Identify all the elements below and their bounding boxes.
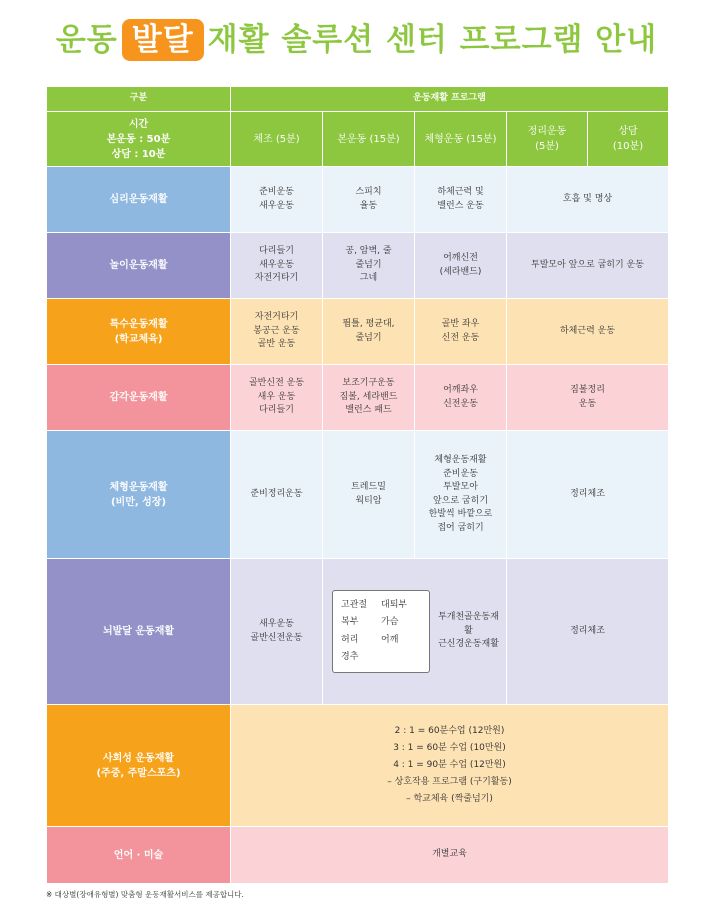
table-row: [47, 233, 669, 299]
col-header-warmup: 체조 (5분): [231, 112, 323, 167]
time-header: 시간 본운동 : 50분 상담 : 10분: [47, 112, 231, 167]
cell-cooldown-consult: 정리체조: [507, 559, 669, 705]
col-header-cooldown: 정리운동 (5분): [507, 112, 588, 167]
program-table: [46, 86, 669, 884]
col-header-posture: 체형운동 (15분): [415, 112, 507, 167]
cell-main: 스피치 율동: [323, 167, 415, 233]
row-title: 체형운동재활 (비만, 성장): [47, 431, 231, 559]
cell-warmup: 자전거타기 봉공근 운동 골반 운동: [231, 299, 323, 365]
cell-cooldown-consult: 정리체조: [507, 431, 669, 559]
title-part2: 재활 솔루션 센터 프로그램 안내: [207, 22, 658, 58]
body-parts-box: 고관절 대퇴부 복부 가슴 허리 어깨 경추: [332, 590, 430, 672]
cell-warmup: 새우운동 골반신전운동: [231, 559, 323, 705]
row-title: 뇌발달 운동재활: [47, 559, 231, 705]
title-highlight-badge: 발달: [122, 19, 204, 61]
cell-posture: 어깨좌우 신전운동: [415, 365, 507, 431]
cell-posture: 체형운동재활 준비운동 투발모아 앞으로 굽히기 한발씩 바깥으로 접어 굽히기: [415, 431, 507, 559]
title-part1: 운동: [55, 22, 118, 58]
cell-main: 보조기구운동 짐볼, 세라밴드 밸런스 패드: [323, 365, 415, 431]
table-row: [47, 705, 669, 827]
col-header-consult: 상담 (10분): [588, 112, 669, 167]
cell-posture: 하체근력 및 밸런스 운동: [415, 167, 507, 233]
cell-warmup: 준비운동 새우운동: [231, 167, 323, 233]
footnote: ※ 대상별(장애유형별) 맞춤형 운동재활서비스를 제공합니다.: [46, 890, 244, 899]
page-title: [0, 14, 713, 61]
cell-cooldown-consult: 호흡 및 명상: [507, 167, 669, 233]
cell-main-posture: [323, 559, 507, 705]
cell-main: 공, 암벽, 줄 줄넘기 그네: [323, 233, 415, 299]
row-title: 특수운동재활 (학교체육): [47, 299, 231, 365]
table-header-row: [47, 87, 669, 112]
cell-posture: 골반 좌우 신전 운동: [415, 299, 507, 365]
cell-individual: 개별교육: [231, 827, 669, 884]
cell-main: 뜀틀, 평균대, 줄넘기: [323, 299, 415, 365]
row-title: 심리운동재활: [47, 167, 231, 233]
cell-cooldown-consult: 하체근력 운동: [507, 299, 669, 365]
table-row: [47, 299, 669, 365]
header-category: 구분: [47, 87, 231, 112]
table-row: [47, 365, 669, 431]
header-program: 운동재활 프로그램: [231, 87, 669, 112]
table-row: [47, 559, 669, 705]
cell-group-classes: 2 : 1 = 60분수업 (12만원) 3 : 1 = 60분 수업 (10만원) 4 : 1 = 90분 수업 (12만원) – 상호작용 프로그램 (구기활동) – 학교체육 (짝줄넘기): [231, 705, 669, 827]
row-title: 감각운동재활: [47, 365, 231, 431]
table-subheader-row: [47, 112, 669, 167]
col-header-main: 본운동 (15분): [323, 112, 415, 167]
table-row: [47, 827, 669, 884]
cell-main: 트레드밀 웍티암: [323, 431, 415, 559]
cell-warmup: 준비정리운동: [231, 431, 323, 559]
table-row: [47, 167, 669, 233]
cell-cooldown-consult: 투발모아 앞으로 굽히기 운동: [507, 233, 669, 299]
cell-posture: 어깨신전 (세라밴드): [415, 233, 507, 299]
cell-warmup: 골반신전 운동 새우 운동 다리들기: [231, 365, 323, 431]
row-title: 언어 · 미술: [47, 827, 231, 884]
row-title: 사회성 운동재활 (주중, 주말스포츠): [47, 705, 231, 827]
row-title: 놀이운동재활: [47, 233, 231, 299]
cell-cooldown-consult: 짐볼정리 운동: [507, 365, 669, 431]
rehab-programs: 투개천골운동재활 근신경운동재활: [438, 612, 499, 650]
cell-warmup: 다리들기 새우운동 자전거타기: [231, 233, 323, 299]
table-row: [47, 431, 669, 559]
